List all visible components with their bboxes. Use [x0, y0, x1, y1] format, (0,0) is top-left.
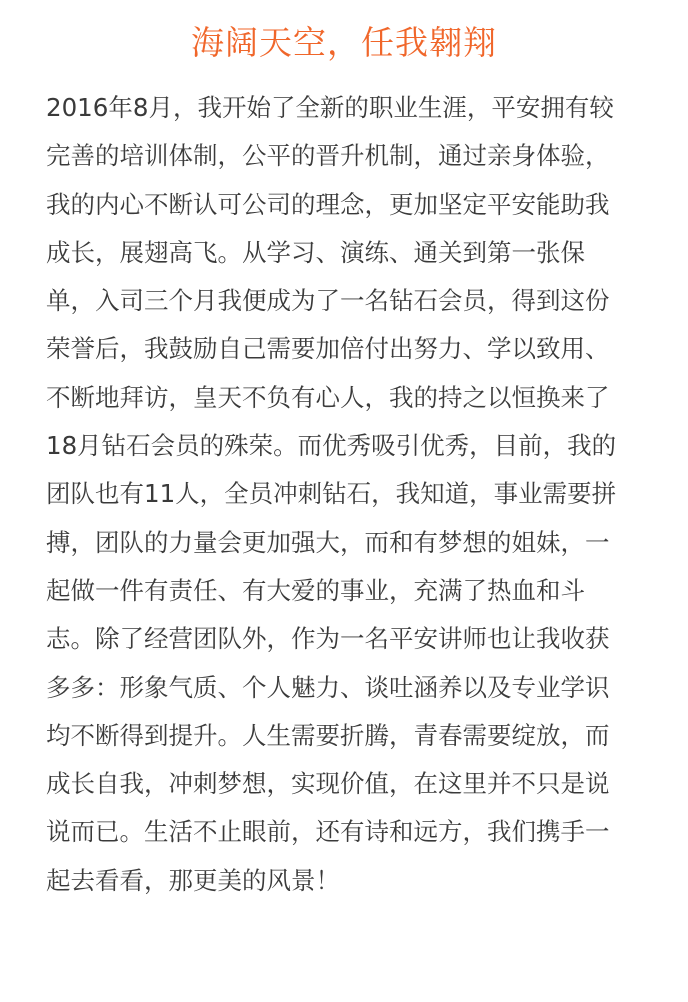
- body-line: 2016年8月，我开始了全新的职业生涯，平安拥有较: [46, 93, 614, 122]
- body-line: 不断地拜访，皇天不负有心人，我的持之以恒换来了: [46, 382, 610, 412]
- body-line: 说而已。生活不止眼前，还有诗和远方，我们携手一: [46, 817, 610, 847]
- body-line: 成长，展翅高飞。从学习、演练、通关到第一张保: [46, 237, 585, 267]
- body-line: 团队也有11人，全员冲刺钻石，我知道，事业需要拼: [46, 479, 617, 509]
- body-line: 搏，团队的力量会更加强大，而和有梦想的姐妹，一: [46, 527, 610, 557]
- body-line: 均不断得到提升。人生需要折腾，青春需要绽放，而: [46, 720, 610, 750]
- body-line: 18月钻石会员的殊荣。而优秀吸引优秀，目前，我的: [46, 431, 617, 461]
- body-line: 荣誉后，我鼓励自己需要加倍付出努力、学以致用、: [46, 334, 610, 364]
- body-line: 完善的培训体制，公平的晋升机制，通过亲身体验，: [46, 141, 610, 171]
- body-line: 起去看看，那更美的风景！: [46, 865, 340, 895]
- body-line: 起做一件有责任、有大爱的事业，充满了热血和斗: [46, 575, 585, 605]
- article-title: 海阔天空，任我翱翔: [191, 23, 497, 62]
- body-line: 我的内心不断认可公司的理念，更加坚定平安能助我: [46, 189, 610, 219]
- body-line: 志。除了经营团队外，作为一名平安讲师也让我收获: [46, 624, 610, 654]
- body-line: 多多：形象气质、个人魅力、谈吐涵养以及专业学识: [46, 672, 610, 702]
- article-body: [46, 84, 646, 905]
- body-line: 成长自我，冲刺梦想，实现价值，在这里并不只是说: [46, 769, 610, 799]
- body-line: 单，入司三个月我便成为了一名钻石会员，得到这份: [46, 286, 610, 316]
